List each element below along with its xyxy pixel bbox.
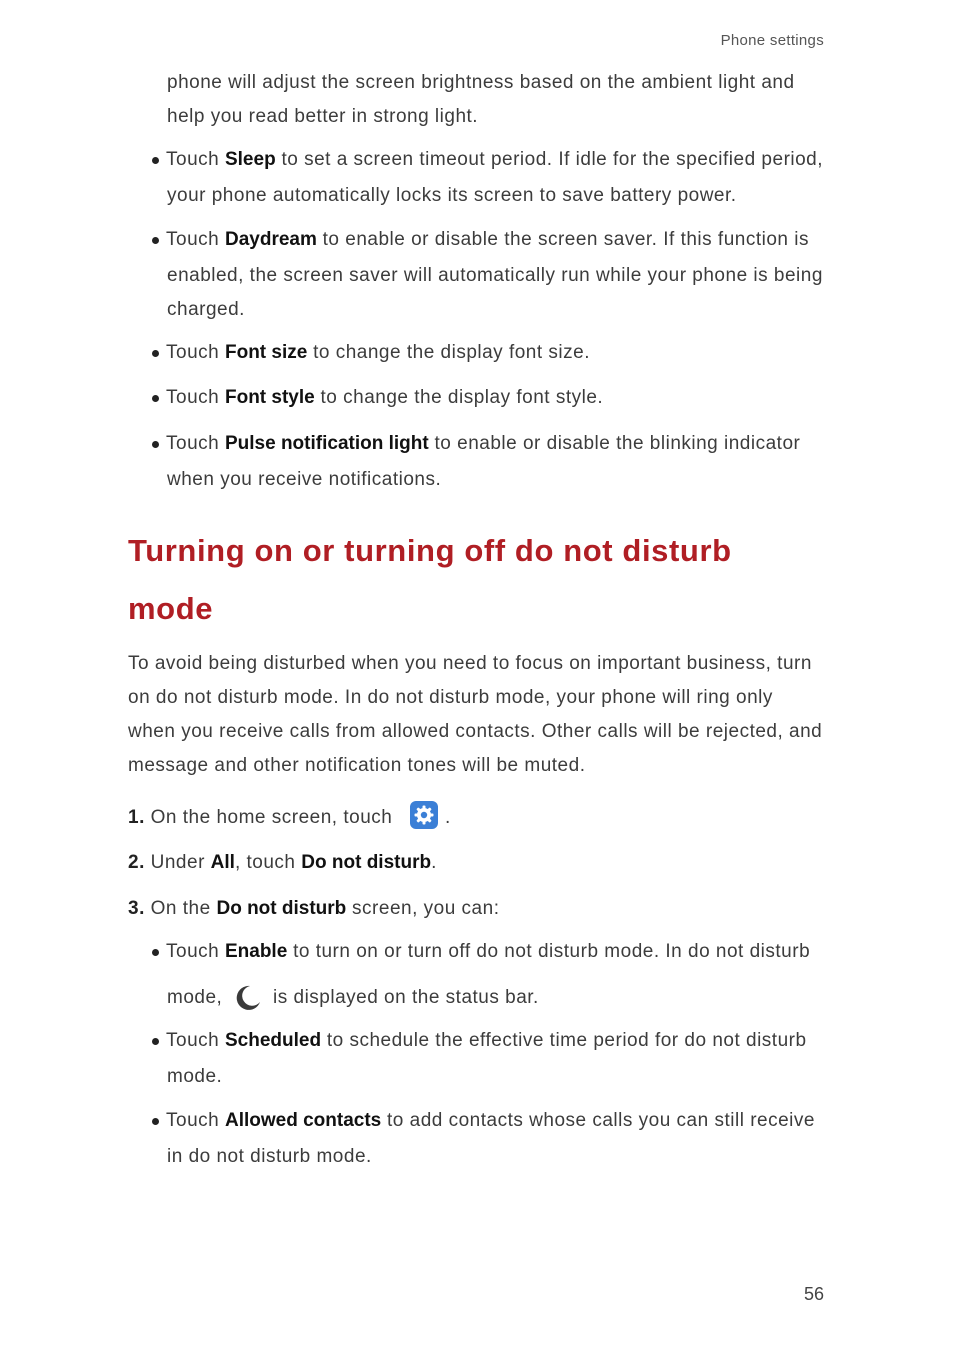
bullet-font-style: Touch Font style to change the display font style. xyxy=(166,387,604,408)
bullet-daydream-line-2: enabled, the screen saver will automatically run while your phone is being xyxy=(167,265,823,286)
bullet-allowed-contacts: Touch Allowed contacts to add contacts whose calls you can still receive xyxy=(166,1110,815,1131)
paragraph-line-2: on do not disturb mode. In do not disturb mode, your phone will ring only xyxy=(128,687,773,708)
bullet-dot xyxy=(152,157,159,164)
step-3: 3. On the Do not disturb screen, you can: xyxy=(128,898,500,919)
page-number: 56 xyxy=(803,1284,824,1304)
intro-line-1: phone will adjust the screen brightness based on the ambient light and xyxy=(167,72,795,93)
bullet-daydream: Touch Daydream to enable or disable the screen saver. If this function is xyxy=(166,229,809,250)
paragraph-line-3: when you receive calls from allowed contacts. Other calls will be rejected, and xyxy=(128,721,823,742)
step-1-period: . xyxy=(445,807,451,828)
bullet-pulse-light: Touch Pulse notification light to enable or disable the blinking indicator xyxy=(166,433,801,454)
paragraph-line-1: To avoid being disturbed when you need to focus on important business, turn xyxy=(128,653,812,674)
bullet-dot xyxy=(152,237,159,244)
bullet-daydream-line-3: charged. xyxy=(167,299,245,320)
bullet-pulse-light-line-2: when you receive notifications. xyxy=(167,469,442,490)
bullet-dot xyxy=(152,1038,159,1045)
step-2: 2. Under All, touch Do not disturb. xyxy=(128,852,437,873)
running-header: Phone settings xyxy=(720,32,824,49)
bullet-enable: Touch Enable to turn on or turn off do not disturb mode. In do not disturb xyxy=(166,941,811,962)
bullet-scheduled-line-2: mode. xyxy=(167,1066,223,1087)
bullet-allowed-contacts-line-2: in do not disturb mode. xyxy=(167,1146,372,1167)
section-heading-line-2: mode xyxy=(128,591,214,626)
settings-gear-icon xyxy=(410,801,438,829)
bullet-sleep: Touch Sleep to set a screen timeout period. If idle for the specified period, xyxy=(166,149,824,170)
section-heading-line-1: Turning on or turning off do not disturb xyxy=(128,533,732,568)
bullet-dot xyxy=(152,1118,159,1125)
moon-icon xyxy=(232,983,262,1013)
bullet-dot xyxy=(152,441,159,448)
step-1: 1. On the home screen, touch xyxy=(128,807,393,828)
bullet-dot xyxy=(152,350,159,357)
bullet-dot xyxy=(152,395,159,402)
bullet-scheduled: Touch Scheduled to schedule the effective time period for do not disturb xyxy=(166,1030,807,1051)
bullet-enable-line-2-post: is displayed on the status bar. xyxy=(273,987,539,1008)
paragraph-line-4: message and other notification tones will be muted. xyxy=(128,755,586,776)
bullet-dot xyxy=(152,949,159,956)
bullet-sleep-line-2: your phone automatically locks its screen to save battery power. xyxy=(167,185,737,206)
intro-line-2: help you read better in strong light. xyxy=(167,106,479,127)
bullet-font-size: Touch Font size to change the display font size. xyxy=(166,342,590,363)
bullet-enable-line-2-pre: mode, xyxy=(167,987,223,1008)
